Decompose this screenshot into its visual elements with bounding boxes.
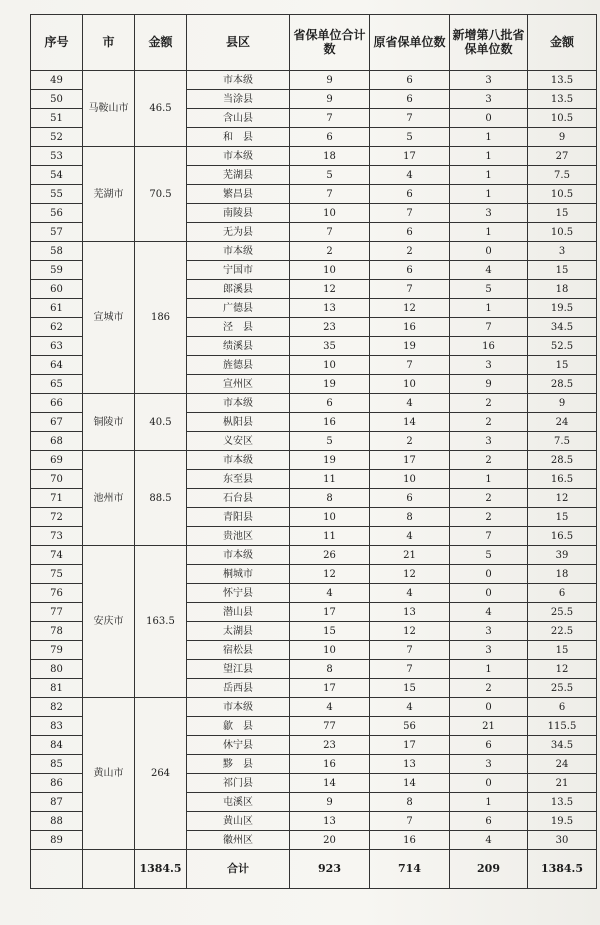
total-units-cell: 16 xyxy=(290,413,370,432)
seq-cell: 50 xyxy=(31,90,83,109)
city-cell: 铜陵市 xyxy=(83,394,135,451)
seq-cell: 74 xyxy=(31,546,83,565)
seq-cell: 69 xyxy=(31,451,83,470)
county-cell: 望江县 xyxy=(187,660,290,679)
amount-cell: 15 xyxy=(528,508,597,527)
county-cell: 东至县 xyxy=(187,470,290,489)
original-units-cell: 7 xyxy=(370,280,450,299)
total-amount: 1384.5 xyxy=(135,850,187,889)
header-amount: 金额 xyxy=(135,15,187,71)
original-units-cell: 4 xyxy=(370,394,450,413)
new-units-cell: 0 xyxy=(450,242,528,261)
total-units-cell: 7 xyxy=(290,185,370,204)
total-units-cell: 5 xyxy=(290,166,370,185)
total-units-cell: 9 xyxy=(290,71,370,90)
new-units-cell: 2 xyxy=(450,489,528,508)
original-units-cell: 13 xyxy=(370,755,450,774)
original-units-cell: 7 xyxy=(370,356,450,375)
total-units-cell: 14 xyxy=(290,774,370,793)
original-units-cell: 6 xyxy=(370,489,450,508)
original-units-cell: 7 xyxy=(370,812,450,831)
new-units-cell: 3 xyxy=(450,432,528,451)
total-units-cell: 17 xyxy=(290,679,370,698)
city-amount-cell: 40.5 xyxy=(135,394,187,451)
header-original-units: 原省保单位数 xyxy=(370,15,450,71)
new-units-cell: 21 xyxy=(450,717,528,736)
original-units-cell: 6 xyxy=(370,185,450,204)
county-cell: 屯溪区 xyxy=(187,793,290,812)
total-units-cell: 18 xyxy=(290,147,370,166)
total-units-cell: 11 xyxy=(290,527,370,546)
amount-cell: 115.5 xyxy=(528,717,597,736)
county-cell: 休宁县 xyxy=(187,736,290,755)
total-units: 923 xyxy=(290,850,370,889)
total-units-cell: 19 xyxy=(290,375,370,394)
city-cell: 芜湖市 xyxy=(83,147,135,242)
city-cell: 马鞍山市 xyxy=(83,71,135,147)
county-cell: 旌德县 xyxy=(187,356,290,375)
total-units-cell: 6 xyxy=(290,394,370,413)
seq-cell: 61 xyxy=(31,299,83,318)
county-cell: 南陵县 xyxy=(187,204,290,223)
city-amount-cell: 264 xyxy=(135,698,187,850)
original-units-cell: 14 xyxy=(370,774,450,793)
original-units-cell: 16 xyxy=(370,831,450,850)
new-units-cell: 6 xyxy=(450,736,528,755)
total-units-cell: 9 xyxy=(290,793,370,812)
amount-cell: 24 xyxy=(528,755,597,774)
seq-cell: 54 xyxy=(31,166,83,185)
table-row xyxy=(31,451,597,470)
county-cell: 贵池区 xyxy=(187,527,290,546)
amount-cell: 16.5 xyxy=(528,527,597,546)
amount-cell: 52.5 xyxy=(528,337,597,356)
city-amount-cell: 88.5 xyxy=(135,451,187,546)
amount-cell: 15 xyxy=(528,261,597,280)
total-label: 合计 xyxy=(187,850,290,889)
amount-cell: 6 xyxy=(528,698,597,717)
total-units-cell: 13 xyxy=(290,812,370,831)
total-units-cell: 12 xyxy=(290,280,370,299)
original-units-cell: 8 xyxy=(370,793,450,812)
funding-table xyxy=(30,14,597,889)
seq-cell: 57 xyxy=(31,223,83,242)
seq-cell: 52 xyxy=(31,128,83,147)
county-cell: 黟 县 xyxy=(187,755,290,774)
total-units-cell: 11 xyxy=(290,470,370,489)
county-cell: 芜湖县 xyxy=(187,166,290,185)
new-units-cell: 0 xyxy=(450,698,528,717)
county-cell: 桐城市 xyxy=(187,565,290,584)
county-cell: 郎溪县 xyxy=(187,280,290,299)
new-units-cell: 7 xyxy=(450,527,528,546)
original-units-cell: 7 xyxy=(370,109,450,128)
total-units-cell: 10 xyxy=(290,508,370,527)
seq-cell: 89 xyxy=(31,831,83,850)
new-units-cell: 0 xyxy=(450,565,528,584)
new-units-cell: 7 xyxy=(450,318,528,337)
amount-cell: 7.5 xyxy=(528,432,597,451)
county-cell: 市本级 xyxy=(187,71,290,90)
seq-cell: 81 xyxy=(31,679,83,698)
original-units-cell: 12 xyxy=(370,299,450,318)
table-row xyxy=(31,147,597,166)
original-units-cell: 17 xyxy=(370,147,450,166)
new-units-cell: 9 xyxy=(450,375,528,394)
new-units-cell: 1 xyxy=(450,299,528,318)
original-units-cell: 5 xyxy=(370,128,450,147)
total-units-cell: 20 xyxy=(290,831,370,850)
seq-cell: 84 xyxy=(31,736,83,755)
county-cell: 太湖县 xyxy=(187,622,290,641)
amount-cell: 15 xyxy=(528,356,597,375)
original-units-cell: 4 xyxy=(370,698,450,717)
new-units-cell: 0 xyxy=(450,109,528,128)
original-units-cell: 12 xyxy=(370,565,450,584)
county-cell: 广德县 xyxy=(187,299,290,318)
new-units-cell: 1 xyxy=(450,660,528,679)
county-cell: 无为县 xyxy=(187,223,290,242)
total-amount2: 1384.5 xyxy=(528,850,597,889)
county-cell: 繁昌县 xyxy=(187,185,290,204)
amount-cell: 25.5 xyxy=(528,679,597,698)
seq-cell: 78 xyxy=(31,622,83,641)
amount-cell: 12 xyxy=(528,489,597,508)
original-units-cell: 16 xyxy=(370,318,450,337)
county-cell: 祁门县 xyxy=(187,774,290,793)
new-units-cell: 1 xyxy=(450,470,528,489)
seq-cell: 58 xyxy=(31,242,83,261)
table-row xyxy=(31,394,597,413)
original-units-cell: 17 xyxy=(370,451,450,470)
total-units-cell: 5 xyxy=(290,432,370,451)
seq-cell: 53 xyxy=(31,147,83,166)
new-units-cell: 5 xyxy=(450,280,528,299)
new-units-cell: 0 xyxy=(450,774,528,793)
county-cell: 枞阳县 xyxy=(187,413,290,432)
total-units-cell: 23 xyxy=(290,318,370,337)
seq-cell: 72 xyxy=(31,508,83,527)
total-units-cell: 15 xyxy=(290,622,370,641)
amount-cell: 10.5 xyxy=(528,109,597,128)
county-cell: 潜山县 xyxy=(187,603,290,622)
original-units-cell: 4 xyxy=(370,166,450,185)
original-units-cell: 15 xyxy=(370,679,450,698)
original-units-cell: 17 xyxy=(370,736,450,755)
amount-cell: 24 xyxy=(528,413,597,432)
new-units-cell: 3 xyxy=(450,204,528,223)
seq-cell: 88 xyxy=(31,812,83,831)
total-units-cell: 77 xyxy=(290,717,370,736)
seq-cell: 79 xyxy=(31,641,83,660)
amount-cell: 9 xyxy=(528,394,597,413)
original-units-cell: 6 xyxy=(370,71,450,90)
total-units-cell: 23 xyxy=(290,736,370,755)
amount-cell: 19.5 xyxy=(528,299,597,318)
seq-cell: 75 xyxy=(31,565,83,584)
seq-cell: 60 xyxy=(31,280,83,299)
original-units-cell: 8 xyxy=(370,508,450,527)
new-units-cell: 1 xyxy=(450,223,528,242)
new-units-cell: 4 xyxy=(450,261,528,280)
new-units-cell: 16 xyxy=(450,337,528,356)
total-units-cell: 10 xyxy=(290,641,370,660)
amount-cell: 18 xyxy=(528,565,597,584)
original-units-cell: 13 xyxy=(370,603,450,622)
amount-cell: 13.5 xyxy=(528,90,597,109)
new-units-cell: 1 xyxy=(450,128,528,147)
amount-cell: 6 xyxy=(528,584,597,603)
county-cell: 宣州区 xyxy=(187,375,290,394)
county-cell: 市本级 xyxy=(187,394,290,413)
original-units-cell: 56 xyxy=(370,717,450,736)
table-row xyxy=(31,242,597,261)
header-row xyxy=(31,15,597,71)
original-units-cell: 2 xyxy=(370,432,450,451)
county-cell: 石台县 xyxy=(187,489,290,508)
seq-cell: 85 xyxy=(31,755,83,774)
original-units-cell: 10 xyxy=(370,375,450,394)
amount-cell: 12 xyxy=(528,660,597,679)
new-units-cell: 3 xyxy=(450,356,528,375)
total-units-cell: 35 xyxy=(290,337,370,356)
total-units-cell: 10 xyxy=(290,356,370,375)
county-cell: 青阳县 xyxy=(187,508,290,527)
original-units-cell: 4 xyxy=(370,584,450,603)
county-cell: 市本级 xyxy=(187,698,290,717)
city-cell: 宣城市 xyxy=(83,242,135,394)
amount-cell: 15 xyxy=(528,204,597,223)
county-cell: 歙 县 xyxy=(187,717,290,736)
header-total-units: 省保单位合计数 xyxy=(290,15,370,71)
amount-cell: 3 xyxy=(528,242,597,261)
amount-cell: 13.5 xyxy=(528,71,597,90)
new-units-cell: 0 xyxy=(450,584,528,603)
original-units-cell: 21 xyxy=(370,546,450,565)
total-units-cell: 7 xyxy=(290,223,370,242)
new-units-cell: 2 xyxy=(450,451,528,470)
total-units-cell: 2 xyxy=(290,242,370,261)
amount-cell: 21 xyxy=(528,774,597,793)
amount-cell: 22.5 xyxy=(528,622,597,641)
new-units-cell: 2 xyxy=(450,508,528,527)
new-units-cell: 4 xyxy=(450,831,528,850)
amount-cell: 27 xyxy=(528,147,597,166)
total-units-cell: 12 xyxy=(290,565,370,584)
county-cell: 市本级 xyxy=(187,242,290,261)
amount-cell: 9 xyxy=(528,128,597,147)
county-cell: 黄山区 xyxy=(187,812,290,831)
header-amount2: 金额 xyxy=(528,15,597,71)
header-county: 县区 xyxy=(187,15,290,71)
new-units-cell: 3 xyxy=(450,622,528,641)
amount-cell: 30 xyxy=(528,831,597,850)
header-city: 市 xyxy=(83,15,135,71)
seq-cell: 80 xyxy=(31,660,83,679)
new-units-cell: 3 xyxy=(450,641,528,660)
new-units-cell: 2 xyxy=(450,394,528,413)
original-units-cell: 12 xyxy=(370,622,450,641)
city-amount-cell: 70.5 xyxy=(135,147,187,242)
total-units-cell: 17 xyxy=(290,603,370,622)
seq-cell: 49 xyxy=(31,71,83,90)
new-units-cell: 1 xyxy=(450,166,528,185)
amount-cell: 16.5 xyxy=(528,470,597,489)
original-units-cell: 2 xyxy=(370,242,450,261)
total-units-cell: 6 xyxy=(290,128,370,147)
original-units-cell: 7 xyxy=(370,204,450,223)
county-cell: 泾 县 xyxy=(187,318,290,337)
original-units-cell: 14 xyxy=(370,413,450,432)
total-units-cell: 10 xyxy=(290,261,370,280)
new-units-cell: 6 xyxy=(450,812,528,831)
new-units-cell: 1 xyxy=(450,793,528,812)
table-row xyxy=(31,698,597,717)
new-units-cell: 1 xyxy=(450,147,528,166)
county-cell: 徽州区 xyxy=(187,831,290,850)
seq-cell: 55 xyxy=(31,185,83,204)
city-cell: 黄山市 xyxy=(83,698,135,850)
amount-cell: 13.5 xyxy=(528,793,597,812)
seq-cell: 70 xyxy=(31,470,83,489)
seq-cell: 56 xyxy=(31,204,83,223)
city-amount-cell: 186 xyxy=(135,242,187,394)
amount-cell: 34.5 xyxy=(528,736,597,755)
seq-cell: 67 xyxy=(31,413,83,432)
seq-cell: 87 xyxy=(31,793,83,812)
seq-cell: 66 xyxy=(31,394,83,413)
city-amount-cell: 46.5 xyxy=(135,71,187,147)
header-seq: 序号 xyxy=(31,15,83,71)
amount-cell: 28.5 xyxy=(528,375,597,394)
seq-cell: 65 xyxy=(31,375,83,394)
new-units-cell: 2 xyxy=(450,413,528,432)
total-units-cell: 4 xyxy=(290,584,370,603)
amount-cell: 19.5 xyxy=(528,812,597,831)
county-cell: 市本级 xyxy=(187,546,290,565)
county-cell: 绩溪县 xyxy=(187,337,290,356)
city-cell: 安庆市 xyxy=(83,546,135,698)
total-units-cell: 8 xyxy=(290,660,370,679)
county-cell: 岳西县 xyxy=(187,679,290,698)
total-new-units: 209 xyxy=(450,850,528,889)
new-units-cell: 5 xyxy=(450,546,528,565)
county-cell: 义安区 xyxy=(187,432,290,451)
total-row xyxy=(31,850,597,889)
county-cell: 和 县 xyxy=(187,128,290,147)
city-cell: 池州市 xyxy=(83,451,135,546)
total-units-cell: 26 xyxy=(290,546,370,565)
amount-cell: 28.5 xyxy=(528,451,597,470)
total-seq-cell xyxy=(31,850,83,889)
amount-cell: 39 xyxy=(528,546,597,565)
total-units-cell: 9 xyxy=(290,90,370,109)
amount-cell: 10.5 xyxy=(528,185,597,204)
new-units-cell: 3 xyxy=(450,755,528,774)
seq-cell: 86 xyxy=(31,774,83,793)
county-cell: 当涂县 xyxy=(187,90,290,109)
county-cell: 市本级 xyxy=(187,451,290,470)
original-units-cell: 7 xyxy=(370,641,450,660)
original-units-cell: 4 xyxy=(370,527,450,546)
amount-cell: 10.5 xyxy=(528,223,597,242)
table-body xyxy=(31,71,597,850)
total-units-cell: 4 xyxy=(290,698,370,717)
header-new-units: 新增第八批省保单位数 xyxy=(450,15,528,71)
county-cell: 宁国市 xyxy=(187,261,290,280)
seq-cell: 63 xyxy=(31,337,83,356)
total-original-units: 714 xyxy=(370,850,450,889)
seq-cell: 73 xyxy=(31,527,83,546)
original-units-cell: 10 xyxy=(370,470,450,489)
seq-cell: 83 xyxy=(31,717,83,736)
seq-cell: 77 xyxy=(31,603,83,622)
amount-cell: 7.5 xyxy=(528,166,597,185)
seq-cell: 76 xyxy=(31,584,83,603)
amount-cell: 15 xyxy=(528,641,597,660)
total-units-cell: 19 xyxy=(290,451,370,470)
original-units-cell: 7 xyxy=(370,660,450,679)
new-units-cell: 3 xyxy=(450,90,528,109)
seq-cell: 68 xyxy=(31,432,83,451)
new-units-cell: 2 xyxy=(450,679,528,698)
city-amount-cell: 163.5 xyxy=(135,546,187,698)
seq-cell: 82 xyxy=(31,698,83,717)
seq-cell: 64 xyxy=(31,356,83,375)
new-units-cell: 3 xyxy=(450,71,528,90)
county-cell: 宿松县 xyxy=(187,641,290,660)
table-row xyxy=(31,546,597,565)
amount-cell: 34.5 xyxy=(528,318,597,337)
county-cell: 怀宁县 xyxy=(187,584,290,603)
county-cell: 含山县 xyxy=(187,109,290,128)
table-row xyxy=(31,71,597,90)
county-cell: 市本级 xyxy=(187,147,290,166)
amount-cell: 18 xyxy=(528,280,597,299)
original-units-cell: 6 xyxy=(370,223,450,242)
total-city-cell xyxy=(83,850,135,889)
original-units-cell: 19 xyxy=(370,337,450,356)
new-units-cell: 1 xyxy=(450,185,528,204)
seq-cell: 71 xyxy=(31,489,83,508)
total-units-cell: 7 xyxy=(290,109,370,128)
total-units-cell: 8 xyxy=(290,489,370,508)
seq-cell: 51 xyxy=(31,109,83,128)
total-units-cell: 13 xyxy=(290,299,370,318)
total-units-cell: 10 xyxy=(290,204,370,223)
seq-cell: 59 xyxy=(31,261,83,280)
original-units-cell: 6 xyxy=(370,90,450,109)
new-units-cell: 4 xyxy=(450,603,528,622)
amount-cell: 25.5 xyxy=(528,603,597,622)
total-units-cell: 16 xyxy=(290,755,370,774)
seq-cell: 62 xyxy=(31,318,83,337)
original-units-cell: 6 xyxy=(370,261,450,280)
